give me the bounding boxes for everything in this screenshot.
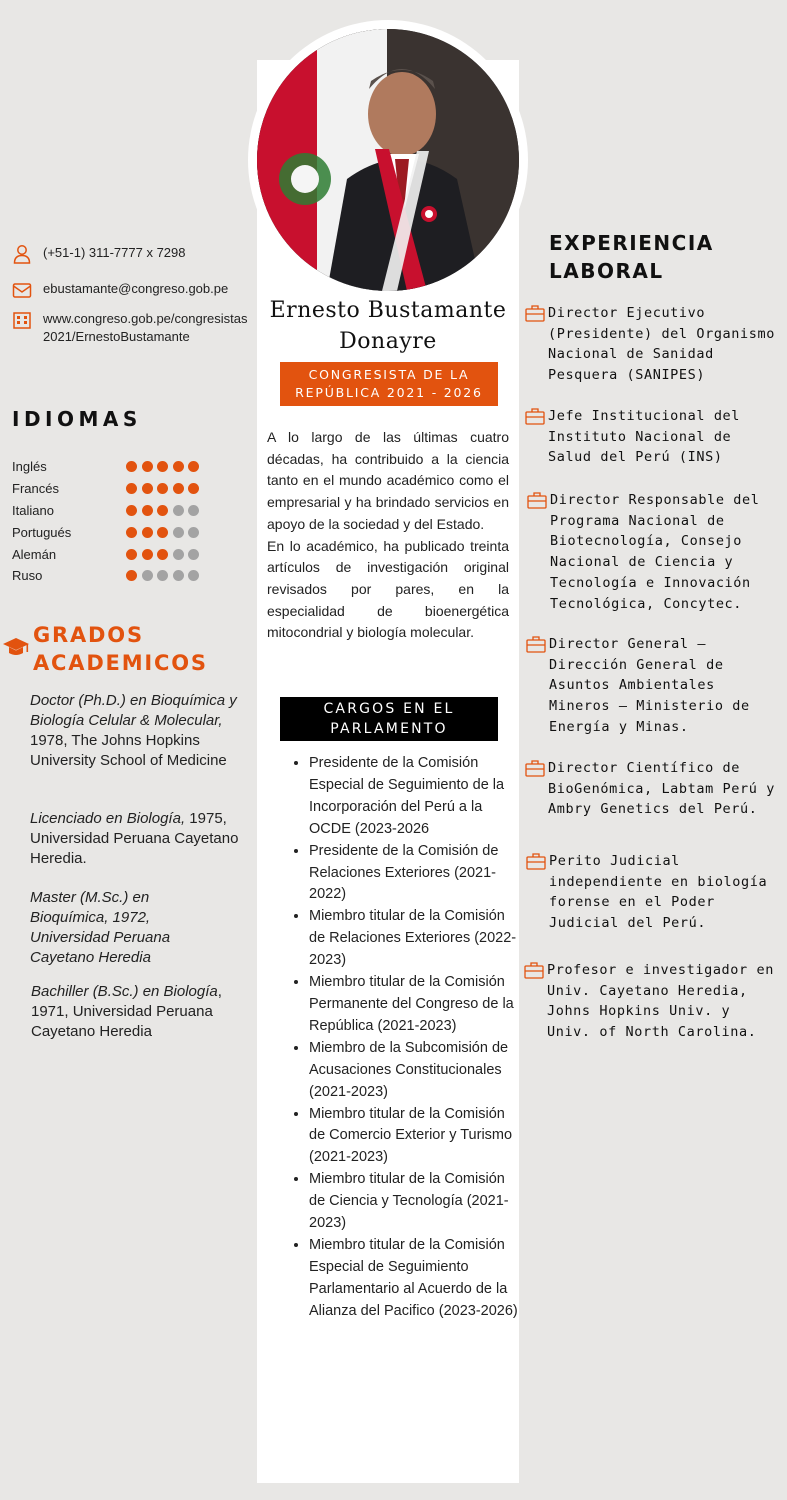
experiencia-title [549,229,714,285]
level-dot-empty [173,549,184,560]
level-dot-filled [126,483,137,494]
language-name: Alemán [12,546,57,562]
level-dot-filled [142,527,153,538]
briefcase-icon [524,961,544,979]
degree-title: Master (M.Sc.) en Bioquímica, 1972, Universidad Peruana Cayetano Heredia [30,889,171,966]
cargos-heading [280,697,498,741]
level-dot-filled [126,570,137,581]
level-dot-filled [126,527,137,538]
role-line-2: REPÚBLICA 2021 - 2026 [295,385,483,400]
experiencia-title-line-2: LABORAL [549,259,664,283]
language-row [12,500,212,522]
language-row [12,456,212,478]
experience-text: Director General – Dirección General de Asuntos Ambientales Mineros – Ministerio de Energía y Minas. [549,636,750,735]
language-row [12,521,212,543]
level-dot-filled [126,461,137,472]
experience-item [526,851,781,934]
level-dot-filled [126,505,137,516]
briefcase-icon [526,635,546,653]
experience-item [525,758,785,820]
level-dot-empty [188,549,199,560]
degree-item [30,691,252,771]
cargo-item: • Miembro titular de la Comisión Permanente del Congreso de la República (2021-2023) [309,972,524,1038]
bio-paragraph-1: A lo largo de las últimas cuatro décadas, ha contribuido a la ciencia tanto en el mundo académico como el empresarial y ha brindado servicios en apoyo de la sociedad y del Estado. [267,429,509,532]
degree-title: Licenciado en Biología, [30,810,186,827]
level-dot-filled [173,483,184,494]
cargos-heading-line-1: CARGOS EN EL [323,701,455,717]
level-dot-filled [142,505,153,516]
level-dot-empty [188,570,199,581]
building-icon [12,310,32,330]
cargo-item: • Miembro titular de la Comisión de Comercio Exterior y Turismo (2021-2023) [309,1104,524,1170]
degree-title: Doctor (Ph.D.) en Bioquímica y Biología Celular & Molecular, [30,692,237,729]
degree-item [31,982,253,1042]
language-row [12,478,212,500]
phone-text: (+51-1) 311-7777 x 7298 [43,245,186,260]
cargos-list [291,753,524,1323]
briefcase-icon [526,852,546,870]
language-row [12,565,212,587]
bio-paragraph-2: En lo académico, ha publicado treinta artículos de investigación original revisados por pares, en la especialidad de bioenergética mitocondrial y biología molecular. [267,537,509,641]
cargos-heading-line-2: PARLAMENTO [330,721,448,737]
level-dot-filled [157,527,168,538]
experience-text: Perito Judicial independiente en biología forense en el Poder Judicial del Perú. [549,853,768,932]
language-list [12,456,212,587]
experience-text: Jefe Institucional del Instituto Nacional de Salud del Perú (INS) [548,408,741,466]
role-banner [280,362,498,406]
language-name: Inglés [12,459,47,475]
briefcase-icon [527,491,547,509]
language-name: Italiano [12,502,54,518]
level-dot-filled [157,461,168,472]
graduation-cap-icon [2,635,30,663]
experience-item [524,960,779,1043]
profile-photo [257,29,519,291]
degree-detail: 1978, The Johns Hopkins University School of Medicine [30,732,227,769]
level-dot-empty [188,527,199,538]
website-line-2: 2021/ErnestoBustamante [43,329,190,344]
experience-text: Director Ejecutivo (Presidente) del Organismo Nacional de Sanidad Pesquera (SANIPES) [548,305,775,384]
experience-text: Director Científico de BioGenómica, Labtam Perú y Ambry Genetics del Perú. [548,760,775,818]
experience-item [525,406,780,468]
cargo-item: • Presidente de la Comisión de Relaciones Exteriores (2021-2022) [309,841,524,907]
level-dot-empty [173,570,184,581]
experience-item [526,634,784,738]
email-link[interactable]: ebustamante@congreso.gob.pe [43,281,229,296]
level-dot-filled [173,461,184,472]
cargo-item: • Miembro de la Subcomisión de Acusaciones Constitucionales (2021-2023) [309,1038,524,1104]
name-line-1: Ernesto Bustamante [269,298,507,323]
language-row [12,543,212,565]
website-line-1: www.congreso.gob.pe/congresistas [43,311,248,326]
degree-item [30,888,210,968]
cargo-item: • Presidente de la Comisión Especial de Seguimiento de la Incorporación del Perú a la OCDE (2023-2026 [309,753,524,841]
contact-phone [12,244,186,264]
biography [267,427,509,644]
idiomas-title: IDIOMAS [12,407,142,431]
name-line-2: Donayre [339,329,437,354]
cargo-item: • Miembro titular de la Comisión de Relaciones Exteriores (2022-2023) [309,906,524,972]
level-dot-filled [157,483,168,494]
level-dot-empty [188,505,199,516]
language-name: Francés [12,481,59,497]
level-dot-empty [173,527,184,538]
degree-title: Bachiller (B.Sc.) en Biología [31,983,218,1000]
level-dot-empty [157,570,168,581]
experience-item [525,303,780,386]
level-dot-filled [157,549,168,560]
briefcase-icon [525,304,545,322]
grados-title-line-1: GRADOS [33,623,144,647]
person-name [257,295,519,357]
level-dot-filled [157,505,168,516]
website-link[interactable] [43,310,248,346]
briefcase-icon [525,759,545,777]
experience-text: Director Responsable del Programa Nacional de Biotecnología, Consejo Nacional de Ciencia y Tecnología e Innovación Tecnológica, Concytec. [550,492,760,612]
grados-title-line-2: ACADEMICOS [33,651,208,675]
degree-detail: 1975, Universidad Peruana Cayetano Heredia. [30,810,239,867]
level-dot-filled [126,549,137,560]
degree-detail: , 1971, Universidad Peruana Cayetano Heredia [31,983,222,1040]
role-line-1: CONGRESISTA DE LA [308,367,470,382]
person-icon [12,244,32,264]
experience-text: Profesor e investigador en Univ. Cayetano Heredia, Johns Hopkins Univ. y Univ. of North Carolina. [547,962,774,1041]
contact-email [12,280,228,300]
degree-item [30,809,252,869]
level-dot-filled [188,483,199,494]
contact-web [12,310,248,346]
level-dot-filled [142,549,153,560]
cargo-item: • Miembro titular de la Comisión de Ciencia y Tecnología (2021-2023) [309,1169,524,1235]
experiencia-title-line-1: EXPERIENCIA [549,231,714,255]
level-dot-empty [142,570,153,581]
level-dot-filled [142,483,153,494]
level-dot-empty [173,505,184,516]
language-name: Ruso [12,568,43,584]
cargo-item: • Miembro titular de la Comisión Especial de Seguimiento Parlamentario al Acuerdo de la Alianza del Pacifico (2023-2026) [309,1235,524,1323]
briefcase-icon [525,407,545,425]
experience-item [527,490,782,614]
language-name: Portugués [12,524,72,540]
mail-icon [12,280,32,300]
grados-title [33,621,208,677]
level-dot-filled [142,461,153,472]
level-dot-filled [188,461,199,472]
